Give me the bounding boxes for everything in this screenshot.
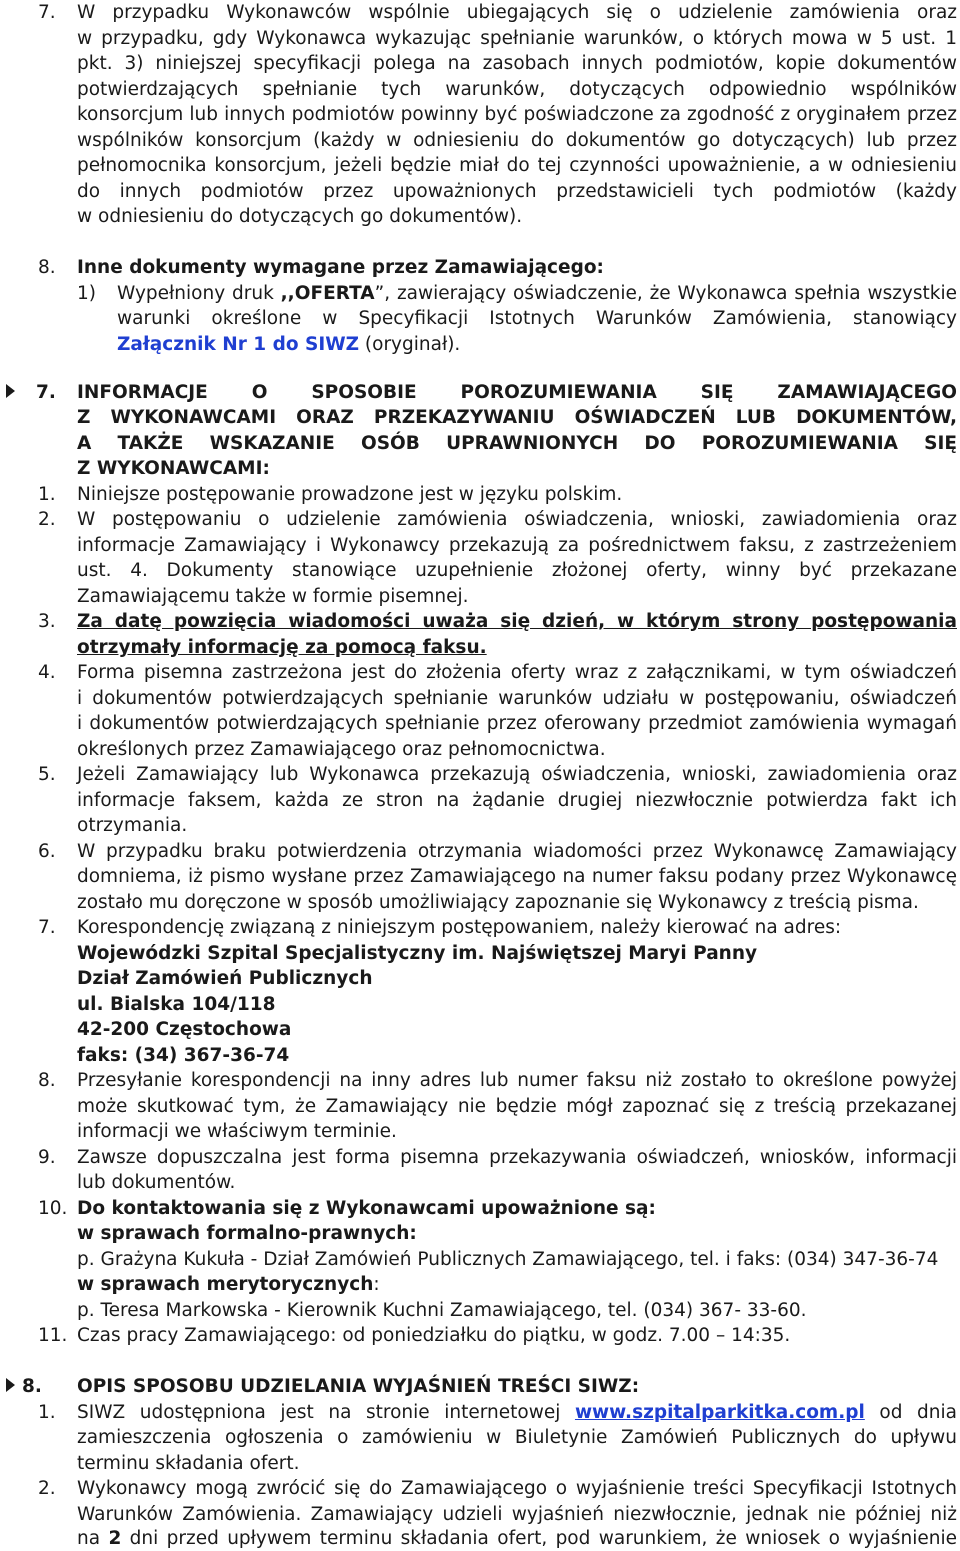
- text-line: pełnomocnika konsorcjum, jeżeli będzie miał do tej czynności upoważnienie, a w odniesieniu: [77, 155, 957, 176]
- text-span: ”, zawierający oświadczenie, że Wykonawca spełnia wszystkie: [374, 283, 957, 304]
- list-number: 5.: [38, 764, 56, 785]
- text-line: otrzymania.: [77, 815, 188, 836]
- list-number: 11.: [38, 1325, 68, 1346]
- list-number: 4.: [38, 662, 56, 683]
- section-heading: Z WYKONAWCAMI:: [77, 458, 270, 479]
- list-number: 1.: [38, 484, 56, 505]
- emphasized-text-line: otrzymały informację za pomocą faksu.: [77, 637, 487, 658]
- text-line: terminu składania ofert.: [77, 1453, 300, 1474]
- section-arrow-icon: [6, 384, 15, 398]
- emphasized-text-line: Za datę powzięcia wiadomości uważa się dzień, w którym strony postępowania: [77, 611, 957, 632]
- section-heading: A TAKŻE WSKAZANIE OSÓB UPRAWNIONYCH DO POROZUMIEWANIA SIĘ: [77, 433, 957, 454]
- text-line: Jeżeli Zamawiający lub Wykonawca przekazują oświadczenia, wnioski, zawiadomienia oraz: [77, 764, 957, 785]
- text-span: SIWZ udostępniona jest na stronie internetowej: [77, 1402, 575, 1423]
- list-number: 2.: [38, 1478, 56, 1499]
- address-line: Wojewódzki Szpital Specjalistyczny im. Najświętszej Maryi Panny: [77, 943, 758, 964]
- list-number: 7.: [38, 2, 56, 23]
- text-line: Przesyłanie korespondencji na inny adres lub numer faksu niż zostało to określone powyżej: [77, 1070, 957, 1091]
- list-number: 8.: [38, 1070, 56, 1091]
- form-name: ,,OFERTA: [280, 283, 375, 304]
- text-line: Wykonawcy mogą zwrócić się do Zamawiającego o wyjaśnienie treści Specyfikacji Istotnych: [77, 1478, 957, 1499]
- text-span: na: [77, 1528, 109, 1549]
- website-link[interactable]: www.szpitalparkitka.com.pl: [574, 1402, 865, 1423]
- text-line: informacje Zamawiający i Wykonawcy przekazują za pośrednictwem faksu, z zastrzeżeniem: [77, 535, 957, 556]
- list-number: 7.: [38, 917, 56, 938]
- list-number: 10.: [38, 1198, 68, 1219]
- text-line: w sprawach formalno-prawnych:: [77, 1223, 417, 1244]
- text-line: [77, 1400, 957, 1425]
- text-line: p. Teresa Markowska - Kierownik Kuchni Zamawiającego, tel. (034) 367- 33-60.: [77, 1300, 807, 1321]
- text-span: (oryginał).: [359, 334, 461, 355]
- text-line: zamieszczenia ogłoszenia o zamówieniu w Biuletynie Zamówień Publicznych do upływu: [77, 1427, 957, 1448]
- text-line: [77, 1272, 380, 1297]
- text-line: [117, 281, 957, 306]
- text-line: W przypadku braku potwierdzenia otrzymania wiadomości przez Wykonawcę Zamawiający: [77, 841, 957, 862]
- text-span: dni przed upływem terminu składania ofert, pod warunkiem, że wniosek o wyjaśnienie: [121, 1528, 957, 1549]
- list-number: 2.: [38, 509, 56, 530]
- text-line: Niniejsze postępowanie prowadzone jest w języku polskim.: [77, 484, 623, 505]
- text-line: w odniesieniu do dotyczących go dokumentów).: [77, 206, 523, 227]
- address-line: ul. Bialska 104/118: [77, 994, 276, 1015]
- section-heading: Z WYKONAWCAMI ORAZ PRZEKAZYWANIU OŚWIADCZEŃ LUB DOKUMENTÓW,: [77, 407, 957, 428]
- text-span: w sprawach merytorycznych: [77, 1274, 374, 1295]
- text-span: Wypełniony druk: [117, 283, 281, 304]
- attachment-reference: Załącznik Nr 1 do SIWZ: [117, 334, 360, 355]
- paragraph-heading: Inne dokumenty wymagane przez Zamawiającego:: [77, 257, 604, 278]
- list-number: 8.: [38, 257, 56, 278]
- text-line: i dokumentów potwierdzających spełnianie warunków udziału w postępowaniu, oświadczeń: [77, 688, 957, 709]
- text-line: do innych podmiotów przez upoważnionych przedstawicieli tych podmiotów (każdy: [77, 181, 957, 202]
- text-line: warunki określone w Specyfikacji Istotnych Warunków Zamówienia, stanowiący: [117, 308, 957, 329]
- text-line: informacji we właściwym terminie.: [77, 1121, 397, 1142]
- text-line: Warunków Zamówienia. Zamawiający udzieli wyjaśnień niezwłocznie, jednak nie później niż: [77, 1504, 957, 1525]
- text-line: Zawsze dopuszczalna jest forma pisemna przekazywania oświadczeń, wniosków, informacji: [77, 1147, 957, 1168]
- section-number: 8.: [22, 1376, 42, 1397]
- text-line: Forma pisemna zastrzeżona jest do złożenia oferty wraz z załącznikami, w tym oświadczeń: [77, 662, 957, 683]
- list-number: 1.: [38, 1402, 56, 1423]
- text-line: W przypadku Wykonawców wspólnie ubiegających się o udzielenie zamówienia oraz: [77, 2, 957, 23]
- text-line: lub dokumentów.: [77, 1172, 236, 1193]
- section-heading: OPIS SPOSOBU UDZIELANIA WYJAŚNIEŃ TREŚCI SIWZ:: [77, 1376, 640, 1397]
- text-line: Zamawiającemu także w formie pisemnej.: [77, 586, 469, 607]
- address-line: faks: (34) 367-36-74: [77, 1045, 290, 1066]
- list-number: 6.: [38, 841, 56, 862]
- text-line: Czas pracy Zamawiającego: od poniedziałku do piątku, w godz. 7.00 – 14:35.: [77, 1325, 791, 1346]
- text-line: w przypadku, gdy Wykonawca wykazując spełnianie warunków, o których mowa w 5 ust. 1: [77, 28, 957, 49]
- text-line: określonych przez Zamawiającego oraz pełnomocnictwa.: [77, 739, 606, 760]
- section-arrow-icon: [6, 1378, 15, 1392]
- address-line: 42-200 Częstochowa: [77, 1019, 292, 1040]
- text-line: może skutkować tym, że Zamawiający nie będzie mógł zapoznać się z treścią przekazanej: [77, 1096, 957, 1117]
- text-line: Korespondencję związaną z niniejszym postępowaniem, należy kierować na adres:: [77, 917, 842, 938]
- text-line: i dokumentów potwierdzających spełnianie przez oferowany przedmiot zamówienia wymagań: [77, 713, 957, 734]
- text-line: konsorcjum lub innych podmiotów powinny być poświadczone za zgodność z oryginałem przez: [77, 104, 957, 125]
- section-number: 7.: [36, 382, 56, 403]
- text-line: p. Grażyna Kukuła - Dział Zamówień Publicznych Zamawiającego, tel. i faks: (034) 347-36-74: [77, 1249, 939, 1270]
- list-number: 3.: [38, 611, 56, 632]
- section-heading: INFORMACJE O SPOSOBIE POROZUMIEWANIA SIĘ ZAMAWIAJĄCEGO: [77, 382, 957, 403]
- text-span: 2: [108, 1528, 122, 1549]
- text-line: informacje faksem, każda ze stron na żądanie drugiej niezwłocznie potwierdza fakt ich: [77, 790, 957, 811]
- text-line: domniema, iż pismo wysłane przez Zamawiającego na numer faksu podany przez Wykonawcę: [77, 866, 957, 887]
- text-line: potwierdzających spełnianie tych warunków, dotyczących odpowiednio wspólników: [77, 79, 957, 100]
- text-span: od dnia: [864, 1402, 957, 1423]
- address-line: Dział Zamówień Publicznych: [77, 968, 373, 989]
- text-span: :: [373, 1274, 380, 1295]
- text-line: [77, 1526, 957, 1551]
- text-line: [117, 332, 460, 357]
- list-number: 9.: [38, 1147, 56, 1168]
- text-line: pkt. 3) niniejszej specyfikacji polega na zasobach innych podmiotów, kopie dokumentów: [77, 53, 957, 74]
- text-line: Do kontaktowania się z Wykonawcami upoważnione są:: [77, 1198, 656, 1219]
- text-line: zostało mu doręczone w sposób umożliwiający zapoznanie się Wykonawcy z treścią pisma.: [77, 892, 919, 913]
- text-line: wspólników konsorcjum (każdy w odniesieniu do dokumentów go dotyczących) lub przez: [77, 130, 957, 151]
- list-number: 1): [77, 283, 96, 304]
- text-line: ust. 4. Dokumenty stanowiące uzupełnienie złożonej oferty, winny być przekazane: [77, 560, 957, 581]
- text-line: W postępowaniu o udzielenie zamówienia oświadczenia, wnioski, zawiadomienia oraz: [77, 509, 957, 530]
